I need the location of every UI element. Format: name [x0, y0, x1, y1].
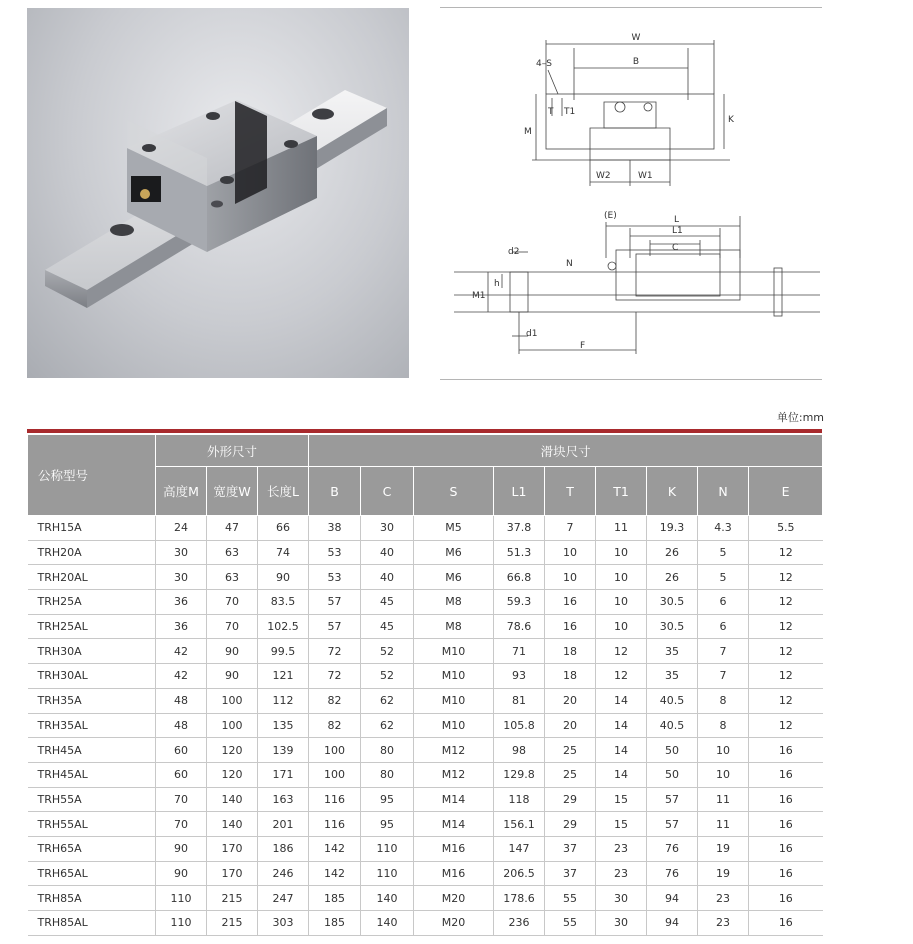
- value-cell: 120: [207, 738, 258, 763]
- value-cell: 57: [309, 590, 361, 615]
- table-row: [28, 787, 823, 812]
- table-row: [28, 713, 823, 738]
- value-cell: 178.6: [494, 886, 545, 911]
- model-cell: TRH15A: [28, 516, 156, 541]
- value-cell: 40.5: [647, 688, 698, 713]
- label-w: W: [631, 33, 641, 43]
- value-cell: M10: [414, 713, 494, 738]
- value-cell: 14: [596, 713, 647, 738]
- model-cell: TRH20AL: [28, 565, 156, 590]
- label-l: L: [674, 215, 680, 225]
- label-m: M: [524, 127, 532, 137]
- value-cell: 170: [207, 861, 258, 886]
- value-cell: 40.5: [647, 713, 698, 738]
- value-cell: 94: [647, 886, 698, 911]
- value-cell: 57: [647, 787, 698, 812]
- value-cell: 110: [361, 861, 414, 886]
- value-cell: 140: [207, 812, 258, 837]
- value-cell: 37: [545, 836, 596, 861]
- column-header: B: [309, 467, 361, 516]
- value-cell: 62: [361, 688, 414, 713]
- value-cell: 5: [698, 540, 749, 565]
- value-cell: 63: [207, 565, 258, 590]
- value-cell: 70: [207, 614, 258, 639]
- value-cell: 40: [361, 565, 414, 590]
- value-cell: M5: [414, 516, 494, 541]
- value-cell: 16: [545, 590, 596, 615]
- value-cell: M14: [414, 812, 494, 837]
- value-cell: 18: [545, 664, 596, 689]
- value-cell: 38: [309, 516, 361, 541]
- label-w2: W2: [596, 171, 611, 181]
- value-cell: 16: [749, 836, 823, 861]
- model-cell: TRH35AL: [28, 713, 156, 738]
- table-row: [28, 590, 823, 615]
- value-cell: M12: [414, 762, 494, 787]
- label-4s: 4–S: [536, 59, 552, 69]
- value-cell: 112: [258, 688, 309, 713]
- table-row: [28, 639, 823, 664]
- value-cell: 215: [207, 886, 258, 911]
- dimension-drawing-svg: [440, 10, 822, 378]
- value-cell: 53: [309, 565, 361, 590]
- value-cell: 74: [258, 540, 309, 565]
- table-row: [28, 861, 823, 886]
- table-top-rule: [27, 429, 822, 433]
- value-cell: 11: [698, 812, 749, 837]
- table-row: [28, 812, 823, 837]
- value-cell: 82: [309, 688, 361, 713]
- value-cell: 19: [698, 836, 749, 861]
- value-cell: 12: [749, 639, 823, 664]
- value-cell: 100: [309, 762, 361, 787]
- value-cell: 7: [698, 639, 749, 664]
- value-cell: 20: [545, 688, 596, 713]
- value-cell: 26: [647, 565, 698, 590]
- table-row: [28, 516, 823, 541]
- value-cell: 71: [494, 639, 545, 664]
- label-d1: d1: [526, 329, 538, 339]
- value-cell: 66.8: [494, 565, 545, 590]
- value-cell: 48: [156, 688, 207, 713]
- value-cell: 10: [698, 738, 749, 763]
- label-b: B: [632, 57, 640, 67]
- label-d2: d2: [508, 247, 520, 257]
- value-cell: 70: [207, 590, 258, 615]
- value-cell: 36: [156, 614, 207, 639]
- value-cell: 47: [207, 516, 258, 541]
- value-cell: 11: [596, 516, 647, 541]
- value-cell: M10: [414, 639, 494, 664]
- value-cell: 20: [545, 713, 596, 738]
- value-cell: 63: [207, 540, 258, 565]
- table-row: [28, 762, 823, 787]
- model-cell: TRH55A: [28, 787, 156, 812]
- value-cell: 120: [207, 762, 258, 787]
- value-cell: 19: [698, 861, 749, 886]
- value-cell: 186: [258, 836, 309, 861]
- model-cell: TRH30A: [28, 639, 156, 664]
- value-cell: 23: [596, 861, 647, 886]
- value-cell: 303: [258, 911, 309, 936]
- value-cell: 100: [207, 688, 258, 713]
- model-cell: TRH25AL: [28, 614, 156, 639]
- value-cell: 30: [361, 516, 414, 541]
- value-cell: 116: [309, 787, 361, 812]
- table-row: [28, 540, 823, 565]
- model-cell: TRH85AL: [28, 911, 156, 936]
- value-cell: 90: [156, 836, 207, 861]
- value-cell: 147: [494, 836, 545, 861]
- value-cell: 18: [545, 639, 596, 664]
- value-cell: 139: [258, 738, 309, 763]
- value-cell: 37: [545, 861, 596, 886]
- value-cell: 10: [698, 762, 749, 787]
- dimension-drawing: [440, 10, 822, 378]
- value-cell: 118: [494, 787, 545, 812]
- value-cell: 30: [156, 540, 207, 565]
- table-row: [28, 614, 823, 639]
- value-cell: 215: [207, 911, 258, 936]
- value-cell: 37.8: [494, 516, 545, 541]
- value-cell: M10: [414, 664, 494, 689]
- value-cell: 16: [749, 738, 823, 763]
- table-row: [28, 664, 823, 689]
- header-divider: [440, 7, 822, 8]
- value-cell: 66: [258, 516, 309, 541]
- value-cell: 206.5: [494, 861, 545, 886]
- value-cell: 6: [698, 590, 749, 615]
- value-cell: 23: [698, 886, 749, 911]
- value-cell: 247: [258, 886, 309, 911]
- value-cell: M12: [414, 738, 494, 763]
- value-cell: 100: [207, 713, 258, 738]
- value-cell: 35: [647, 639, 698, 664]
- column-header: N: [698, 467, 749, 516]
- value-cell: 42: [156, 664, 207, 689]
- value-cell: M20: [414, 911, 494, 936]
- value-cell: 70: [156, 787, 207, 812]
- value-cell: 30: [596, 911, 647, 936]
- label-m1: M1: [472, 291, 486, 301]
- value-cell: 10: [545, 540, 596, 565]
- label-l1: L1: [672, 226, 683, 236]
- value-cell: 57: [309, 614, 361, 639]
- value-cell: M6: [414, 540, 494, 565]
- linear-guide-illustration: [27, 8, 409, 378]
- value-cell: 82: [309, 713, 361, 738]
- column-header: 高度M: [156, 467, 207, 516]
- value-cell: 12: [749, 565, 823, 590]
- value-cell: 5: [698, 565, 749, 590]
- value-cell: 94: [647, 911, 698, 936]
- unit-label: 单位:mm: [776, 411, 824, 424]
- value-cell: 14: [596, 762, 647, 787]
- value-cell: 95: [361, 787, 414, 812]
- value-cell: 76: [647, 861, 698, 886]
- value-cell: 99.5: [258, 639, 309, 664]
- value-cell: 30.5: [647, 590, 698, 615]
- value-cell: 8: [698, 713, 749, 738]
- column-header: E: [749, 467, 823, 516]
- label-f: F: [580, 341, 586, 351]
- value-cell: 83.5: [258, 590, 309, 615]
- model-cell: TRH35A: [28, 688, 156, 713]
- value-cell: 90: [156, 861, 207, 886]
- value-cell: 10: [596, 590, 647, 615]
- value-cell: 201: [258, 812, 309, 837]
- label-h: h: [494, 279, 500, 289]
- drawing-divider: [440, 379, 822, 380]
- model-cell: TRH25A: [28, 590, 156, 615]
- label-c: C: [672, 243, 679, 253]
- value-cell: 110: [156, 886, 207, 911]
- value-cell: 140: [361, 911, 414, 936]
- label-w1: W1: [638, 171, 653, 181]
- value-cell: 12: [749, 713, 823, 738]
- value-cell: 42: [156, 639, 207, 664]
- value-cell: 90: [207, 639, 258, 664]
- value-cell: 135: [258, 713, 309, 738]
- value-cell: 163: [258, 787, 309, 812]
- model-cell: TRH45A: [28, 738, 156, 763]
- table-row: [28, 886, 823, 911]
- value-cell: 23: [698, 911, 749, 936]
- value-cell: 16: [749, 911, 823, 936]
- value-cell: 48: [156, 713, 207, 738]
- model-cell: TRH65AL: [28, 861, 156, 886]
- value-cell: 16: [749, 886, 823, 911]
- value-cell: 26: [647, 540, 698, 565]
- value-cell: 12: [749, 590, 823, 615]
- value-cell: 72: [309, 639, 361, 664]
- column-header: 宽度W: [207, 467, 258, 516]
- value-cell: 81: [494, 688, 545, 713]
- value-cell: 15: [596, 812, 647, 837]
- column-header: S: [414, 467, 494, 516]
- value-cell: 156.1: [494, 812, 545, 837]
- table-row: [28, 836, 823, 861]
- value-cell: 29: [545, 787, 596, 812]
- value-cell: 29: [545, 812, 596, 837]
- value-cell: M8: [414, 590, 494, 615]
- value-cell: 30.5: [647, 614, 698, 639]
- value-cell: 12: [749, 688, 823, 713]
- product-photo: [27, 8, 409, 378]
- table-row: [28, 688, 823, 713]
- value-cell: 110: [156, 911, 207, 936]
- model-cell: TRH55AL: [28, 812, 156, 837]
- value-cell: 12: [749, 664, 823, 689]
- value-cell: M6: [414, 565, 494, 590]
- value-cell: 78.6: [494, 614, 545, 639]
- value-cell: 45: [361, 590, 414, 615]
- label-e: (E): [604, 211, 617, 221]
- value-cell: 102.5: [258, 614, 309, 639]
- value-cell: 110: [361, 836, 414, 861]
- value-cell: 36: [156, 590, 207, 615]
- value-cell: 16: [749, 762, 823, 787]
- model-cell: TRH30AL: [28, 664, 156, 689]
- header-group-block: 滑块尺寸: [309, 435, 823, 467]
- value-cell: M16: [414, 836, 494, 861]
- label-n: N: [566, 259, 573, 269]
- value-cell: 12: [749, 614, 823, 639]
- value-cell: 53: [309, 540, 361, 565]
- value-cell: 98: [494, 738, 545, 763]
- value-cell: 95: [361, 812, 414, 837]
- value-cell: 100: [309, 738, 361, 763]
- value-cell: 129.8: [494, 762, 545, 787]
- value-cell: 105.8: [494, 713, 545, 738]
- value-cell: 6: [698, 614, 749, 639]
- label-t: T: [548, 107, 554, 117]
- value-cell: 51.3: [494, 540, 545, 565]
- value-cell: 170: [207, 836, 258, 861]
- value-cell: 16: [749, 812, 823, 837]
- value-cell: M20: [414, 886, 494, 911]
- column-header: L1: [494, 467, 545, 516]
- column-header: C: [361, 467, 414, 516]
- value-cell: 10: [545, 565, 596, 590]
- value-cell: 52: [361, 664, 414, 689]
- value-cell: 14: [596, 688, 647, 713]
- column-header: T1: [596, 467, 647, 516]
- value-cell: 10: [596, 565, 647, 590]
- model-cell: TRH85A: [28, 886, 156, 911]
- value-cell: 76: [647, 836, 698, 861]
- value-cell: 60: [156, 762, 207, 787]
- value-cell: 5.5: [749, 516, 823, 541]
- value-cell: 19.3: [647, 516, 698, 541]
- value-cell: 12: [596, 664, 647, 689]
- model-cell: TRH20A: [28, 540, 156, 565]
- value-cell: 50: [647, 762, 698, 787]
- value-cell: M14: [414, 787, 494, 812]
- value-cell: 121: [258, 664, 309, 689]
- value-cell: M16: [414, 861, 494, 886]
- value-cell: 57: [647, 812, 698, 837]
- value-cell: 80: [361, 738, 414, 763]
- value-cell: M8: [414, 614, 494, 639]
- model-cell: TRH65A: [28, 836, 156, 861]
- column-header: T: [545, 467, 596, 516]
- value-cell: 59.3: [494, 590, 545, 615]
- value-cell: 7: [545, 516, 596, 541]
- value-cell: 90: [207, 664, 258, 689]
- value-cell: 10: [596, 540, 647, 565]
- value-cell: 30: [156, 565, 207, 590]
- table-row: [28, 738, 823, 763]
- value-cell: 142: [309, 861, 361, 886]
- value-cell: 70: [156, 812, 207, 837]
- table-row: [28, 565, 823, 590]
- value-cell: M10: [414, 688, 494, 713]
- value-cell: 60: [156, 738, 207, 763]
- value-cell: 12: [749, 540, 823, 565]
- value-cell: 40: [361, 540, 414, 565]
- value-cell: 90: [258, 565, 309, 590]
- column-header: K: [647, 467, 698, 516]
- value-cell: 8: [698, 688, 749, 713]
- value-cell: 12: [596, 639, 647, 664]
- value-cell: 15: [596, 787, 647, 812]
- model-cell: TRH45AL: [28, 762, 156, 787]
- value-cell: 25: [545, 762, 596, 787]
- label-k: K: [728, 115, 734, 125]
- column-header: 长度L: [258, 467, 309, 516]
- value-cell: 35: [647, 664, 698, 689]
- value-cell: 52: [361, 639, 414, 664]
- value-cell: 7: [698, 664, 749, 689]
- table-row: [28, 911, 823, 936]
- header-group-outer: 外形尺寸: [156, 435, 309, 467]
- value-cell: 30: [596, 886, 647, 911]
- value-cell: 140: [207, 787, 258, 812]
- spec-table: [27, 434, 823, 936]
- value-cell: 50: [647, 738, 698, 763]
- value-cell: 246: [258, 861, 309, 886]
- value-cell: 10: [596, 614, 647, 639]
- value-cell: 72: [309, 664, 361, 689]
- value-cell: 185: [309, 886, 361, 911]
- value-cell: 93: [494, 664, 545, 689]
- value-cell: 16: [749, 861, 823, 886]
- value-cell: 116: [309, 812, 361, 837]
- value-cell: 140: [361, 886, 414, 911]
- label-t1: T1: [564, 107, 576, 117]
- value-cell: 24: [156, 516, 207, 541]
- value-cell: 23: [596, 836, 647, 861]
- value-cell: 45: [361, 614, 414, 639]
- value-cell: 14: [596, 738, 647, 763]
- value-cell: 25: [545, 738, 596, 763]
- value-cell: 142: [309, 836, 361, 861]
- value-cell: 62: [361, 713, 414, 738]
- value-cell: 171: [258, 762, 309, 787]
- value-cell: 55: [545, 911, 596, 936]
- value-cell: 55: [545, 886, 596, 911]
- header-model: 公称型号: [28, 435, 156, 516]
- value-cell: 11: [698, 787, 749, 812]
- value-cell: 185: [309, 911, 361, 936]
- value-cell: 236: [494, 911, 545, 936]
- value-cell: 16: [545, 614, 596, 639]
- value-cell: 16: [749, 787, 823, 812]
- value-cell: 4.3: [698, 516, 749, 541]
- value-cell: 80: [361, 762, 414, 787]
